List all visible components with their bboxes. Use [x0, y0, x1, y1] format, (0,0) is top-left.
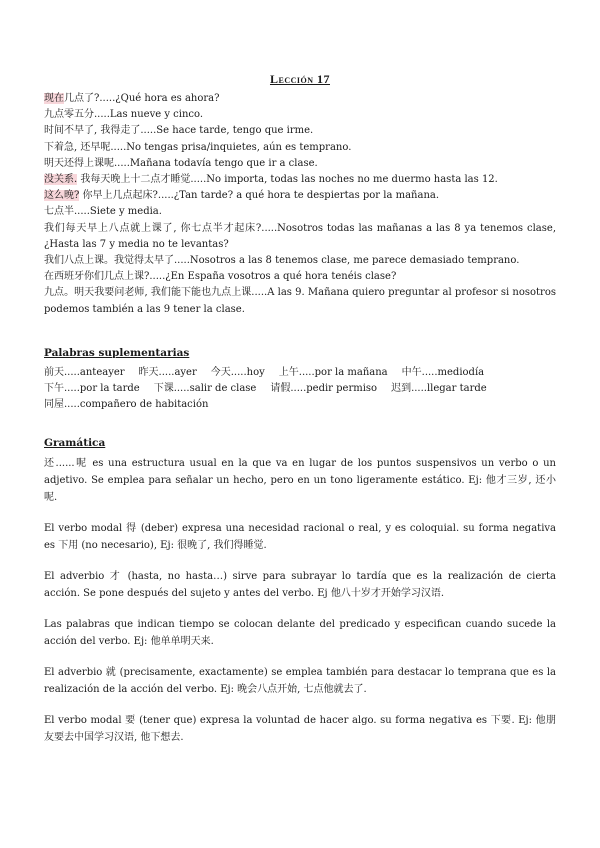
dialogue-line-wrap-1: 我们每天早上八点就上课了, 你七点半才起床?.....Nosotros todas las mañanas a las 8 ya tenemos clase, ¿Hasta las 7 y media no te levantas? — [44, 222, 556, 250]
vocab-item: 今天.....hoy — [210, 366, 265, 378]
dialogue-line — [44, 140, 556, 156]
highlighted-phrase: 现在 — [44, 93, 64, 104]
grammar-paragraph: El adverbio 才 (hasta, no hasta…) sirve para subrayar lo tardía que es la realización de cierta acción. Se pone después del sujeto y antes del verbo. Ej 他八十岁才开始学习汉语. — [44, 570, 556, 599]
dialogue-line — [44, 172, 556, 188]
grammar-paragraph: El verbo modal 得 (deber) expresa una necesidad racional o real, y es coloquial. su forma negativa es 下用 (no necesario), Ej: 很晚了, 我们得睡觉. — [44, 522, 556, 551]
dialogue-text: 下着急, 还早呢.....No tengas prisa/inquietes, aún es temprano. — [44, 141, 352, 153]
vocab-item: 同屋.....compañero de habitación — [44, 398, 209, 410]
highlighted-phrase: 这么晚? — [44, 190, 80, 202]
dialogue-text: 我每天晚上十二点才睡觉.....No importa, todas las noches no me duermo hasta las 12. — [77, 174, 498, 186]
highlighted-phrase: 没关系. — [44, 174, 78, 186]
vocab-item: 迟到.....llegar tarde — [391, 382, 487, 394]
dialogue-block — [44, 91, 556, 221]
grammar-block — [44, 455, 556, 746]
dialogue-text: 九点零五分.....Las nueve y cinco. — [44, 109, 204, 121]
vocab-item: 昨天.....ayer — [138, 366, 197, 378]
dialogue-line — [44, 204, 556, 220]
dialogue-line-wrap-2: 九点。明天我要问老师, 我们能下能也九点上课.....A las 9. Mañana quiero preguntar al profesor si nosotros podemos también a las 9 tener la clase. — [44, 287, 556, 315]
dialogue-line-2: 我们八点上课。我觉得太早了.....Nosotros a las 8 tenemos clase, me parece demasiado temprano. — [44, 255, 520, 267]
dialogue-line — [44, 156, 556, 172]
dialogue-text: 几点了?.....¿Qué hora es ahora? — [64, 93, 220, 104]
vocab-item: 前天.....anteayer — [44, 366, 125, 378]
dialogue-text: 明天还得上课呢.....Mañana todavía tengo que ir a clase. — [44, 157, 318, 169]
dialogue-line — [44, 107, 556, 123]
grammar-heading: Gramática — [44, 436, 106, 449]
dialogue-line — [44, 91, 556, 107]
document-page — [44, 72, 556, 760]
dialogue-line-3: 在西班牙你们几点上课?.....¿En España vosotros a qué hora tenéis clase? — [44, 271, 397, 283]
vocab-item: 上午.....por la mañana — [278, 366, 388, 378]
vocab-row — [44, 397, 556, 413]
grammar-paragraph: Las palabras que indican tiempo se colocan delante del predicado y especifican cuando sucede la acción del verbo. Ej: 他单单明天来. — [44, 618, 556, 647]
vocab-item: 下课.....salir de clase — [153, 382, 257, 394]
vocab-block — [44, 365, 556, 413]
vocab-row — [44, 365, 556, 381]
vocab-item: 下午.....por la tarde — [44, 382, 140, 394]
dialogue-text: 七点半.....Siete y media. — [44, 206, 162, 218]
dialogue-text: 时间不早了, 我得走了.....Se hace tarde, tengo que irme. — [44, 125, 314, 137]
grammar-paragraph: 还......呢 es una estructura usual en la que va en lugar de los puntos suspensivos un verbo o un adjetivo. Se emplea para señalar un hecho, pero en un tono ligeramente estático. Ej: 他才三岁, 还小呢. — [44, 457, 556, 503]
dialogue-line — [44, 188, 556, 204]
grammar-paragraph: El adverbio 就 (precisamente, exactamente) se emplea también para destacar lo temprana que es la realización de la acción del verbo. Ej: 晚会八点开始, 七点他就去了. — [44, 666, 556, 695]
lesson-title: Lección 17 — [269, 72, 330, 86]
vocab-item: 请假.....pedir permiso — [270, 382, 378, 394]
dialogue-line — [44, 123, 556, 139]
dialogue-text: 你早上几点起床?.....¿Tan tarde? a qué hora te despiertas por la mañana. — [79, 190, 440, 202]
vocab-heading: Palabras suplementarias — [44, 346, 190, 359]
vocab-row — [44, 381, 556, 397]
vocab-item: 中午.....mediodía — [401, 366, 485, 378]
grammar-paragraph: El verbo modal 要 (tener que) expresa la voluntad de hacer algo. su forma negativa es 下要. Ej: 他朋友要去中国学习汉语, 他下想去. — [44, 714, 556, 743]
